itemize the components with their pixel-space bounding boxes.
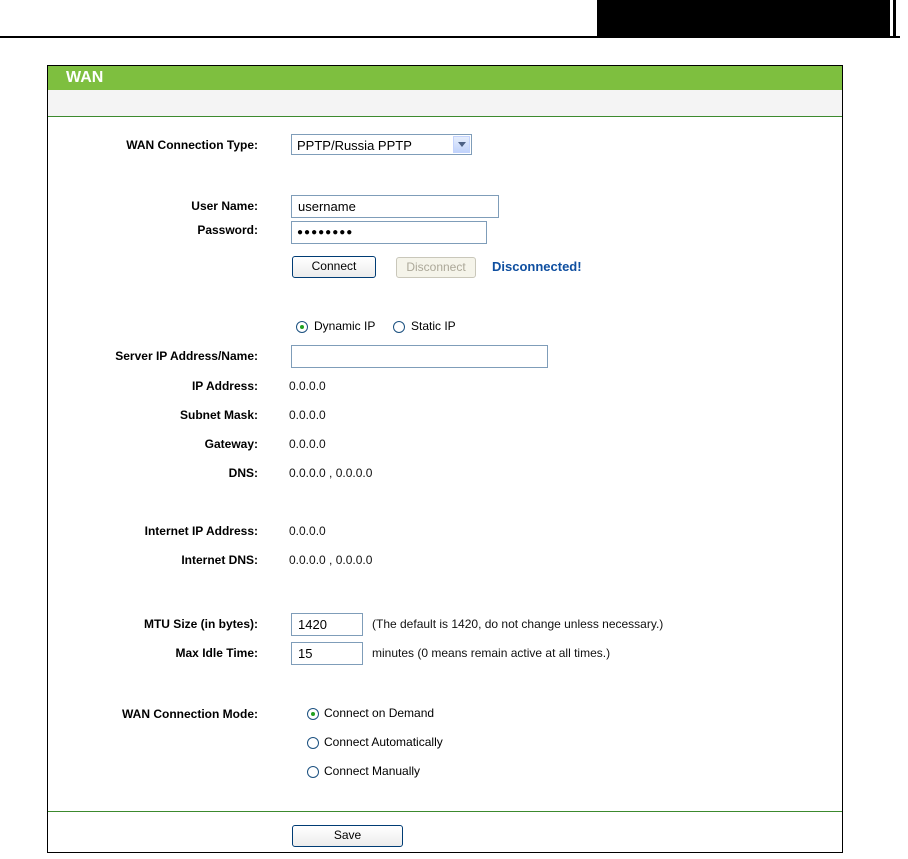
internet-ip-value: 0.0.0.0 bbox=[289, 524, 326, 538]
internet-dns-value: 0.0.0.0 , 0.0.0.0 bbox=[289, 553, 373, 567]
panel-header bbox=[48, 66, 842, 90]
mode-auto-label: Connect Automatically bbox=[324, 735, 443, 749]
password-label: Password: bbox=[197, 223, 258, 237]
bottom-divider bbox=[48, 811, 842, 812]
mode-label: WAN Connection Mode: bbox=[122, 707, 258, 721]
header-black-edge bbox=[893, 0, 896, 37]
ip-address-label: IP Address: bbox=[191, 379, 258, 393]
connect-button[interactable]: Connect bbox=[292, 256, 376, 278]
dns-label: DNS: bbox=[228, 466, 258, 480]
dynamic-ip-label: Dynamic IP bbox=[314, 319, 376, 333]
top-divider bbox=[48, 116, 842, 117]
disconnect-button[interactable]: Disconnect bbox=[396, 257, 476, 278]
mode-manual-radio[interactable] bbox=[307, 766, 319, 778]
internet-dns-label: Internet DNS: bbox=[181, 553, 258, 567]
ip-address-value: 0.0.0.0 bbox=[289, 379, 326, 393]
connection-status: Disconnected! bbox=[492, 259, 582, 274]
dns-value: 0.0.0.0 , 0.0.0.0 bbox=[289, 466, 373, 480]
idle-input[interactable] bbox=[291, 642, 363, 665]
idle-label: Max Idle Time: bbox=[175, 646, 258, 660]
panel-title: WAN bbox=[66, 69, 104, 86]
server-label: Server IP Address/Name: bbox=[115, 349, 258, 363]
mtu-hint: (The default is 1420, do not change unless necessary.) bbox=[372, 617, 664, 631]
chevron-down-icon[interactable] bbox=[453, 136, 470, 153]
subnet-mask-value: 0.0.0.0 bbox=[289, 408, 326, 422]
mode-demand-radio[interactable] bbox=[307, 708, 319, 720]
dynamic-ip-radio[interactable] bbox=[296, 321, 308, 333]
username-input[interactable] bbox=[291, 195, 499, 218]
wan-panel bbox=[47, 65, 843, 853]
static-ip-label: Static IP bbox=[411, 319, 456, 333]
save-button[interactable]: Save bbox=[292, 825, 403, 847]
mode-auto-radio[interactable] bbox=[307, 737, 319, 749]
server-input[interactable] bbox=[291, 345, 548, 368]
panel-subheader bbox=[48, 90, 842, 116]
gateway-label: Gateway: bbox=[204, 437, 258, 451]
internet-ip-label: Internet IP Address: bbox=[144, 524, 258, 538]
username-label: User Name: bbox=[191, 199, 258, 213]
mtu-input[interactable] bbox=[291, 613, 363, 636]
static-ip-radio[interactable] bbox=[393, 321, 405, 333]
mode-demand-label: Connect on Demand bbox=[324, 706, 435, 720]
gateway-value: 0.0.0.0 bbox=[289, 437, 326, 451]
mtu-label: MTU Size (in bytes): bbox=[143, 617, 258, 631]
header-rule bbox=[0, 36, 900, 38]
mode-manual-label: Connect Manually bbox=[324, 764, 421, 778]
password-input[interactable] bbox=[291, 221, 487, 244]
password-mask: ●●●●●●●● bbox=[297, 227, 354, 238]
wan-type-label: WAN Connection Type: bbox=[126, 138, 258, 152]
idle-hint: minutes (0 means remain active at all times.) bbox=[372, 646, 611, 660]
wan-type-select[interactable] bbox=[291, 134, 472, 155]
subnet-mask-label: Subnet Mask: bbox=[179, 408, 258, 422]
wan-type-value: PPTP/Russia PPTP bbox=[297, 138, 412, 153]
header-black-bar bbox=[597, 0, 890, 37]
